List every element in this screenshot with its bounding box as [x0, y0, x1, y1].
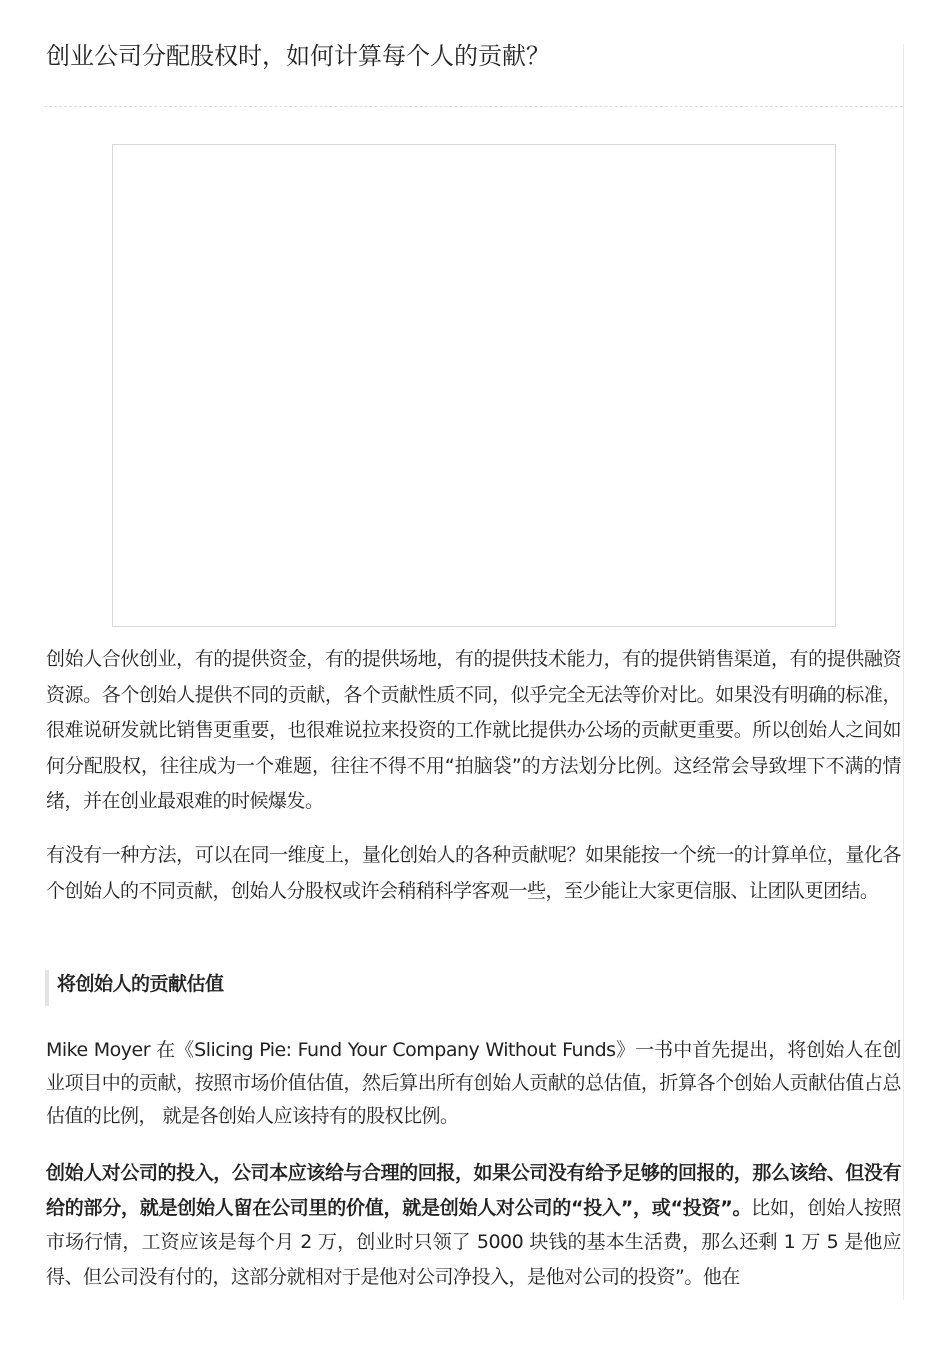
paragraph-founder-contributions: 创始人合伙创业，有的提供资金，有的提供场地，有的提供技术能力，有的提供销售渠道，有的提供融资资源。各个创始人提供不同的贡献，各个贡献性质不同，似乎完全无法等价对比。如果没有明确的标准，很难说研发就比销售更重要，也很难说拉来投资的工作就比提供办公场的贡献更重要。所以创始人之间如何分配股权，往往成为一个难题，往往不得不用“拍脑袋”的方法划分比例。这经常会导致埋下不满的情绪，并在创业最艰难的时候爆发。 [46, 648, 901, 812]
paragraph-quantify-question: 有没有一种方法，可以在同一维度上，量化创始人的各种贡献呢？如果能按一个统一的计算单位，量化各个创始人的不同贡献，创始人分股权或许会稍稍科学客观一些，至少能让大家更信服、让团队更团结。 [46, 844, 901, 902]
article-title: 创业公司分配股权时，如何计算每个人的贡献？ [46, 42, 550, 70]
right-border [903, 44, 904, 1300]
section-heading: 将创始人的贡献估值 [45, 970, 224, 1006]
paragraph-slicing-pie: Mike Moyer 在《Slicing Pie: Fund Your Company Without Funds》一书中首先提出，将创始人在创业项目中的贡献，按照市场价值估值，然后算出所有创始人贡献的总估值，折算各个创始人贡献估值占总估值的比例， 就是各创始人应该持有的股权比例。 [46, 1039, 901, 1127]
investment-example: 比如，创始人按照市场行情，工资应该是每个月 2 万，创业时只领了 5000 块钱的基本生活费，那么还剩 1 万 5 是他应得、但公司没有付的，这部分就相对于是他对公司净投入，是他对公司的投资”。他在 [46, 1196, 901, 1288]
title-divider [44, 106, 903, 107]
paragraph-investment-definition [46, 1156, 901, 1294]
article-image-placeholder [112, 144, 836, 627]
investment-definition-bold: 创始人对公司的投入，公司本应该给与合理的回报，如果公司没有给予足够的回报的，那么该给、但没有给的部分，就是创始人留在公司里的价值，就是创始人对公司的“投入”，或“投资”。 [46, 1162, 901, 1219]
